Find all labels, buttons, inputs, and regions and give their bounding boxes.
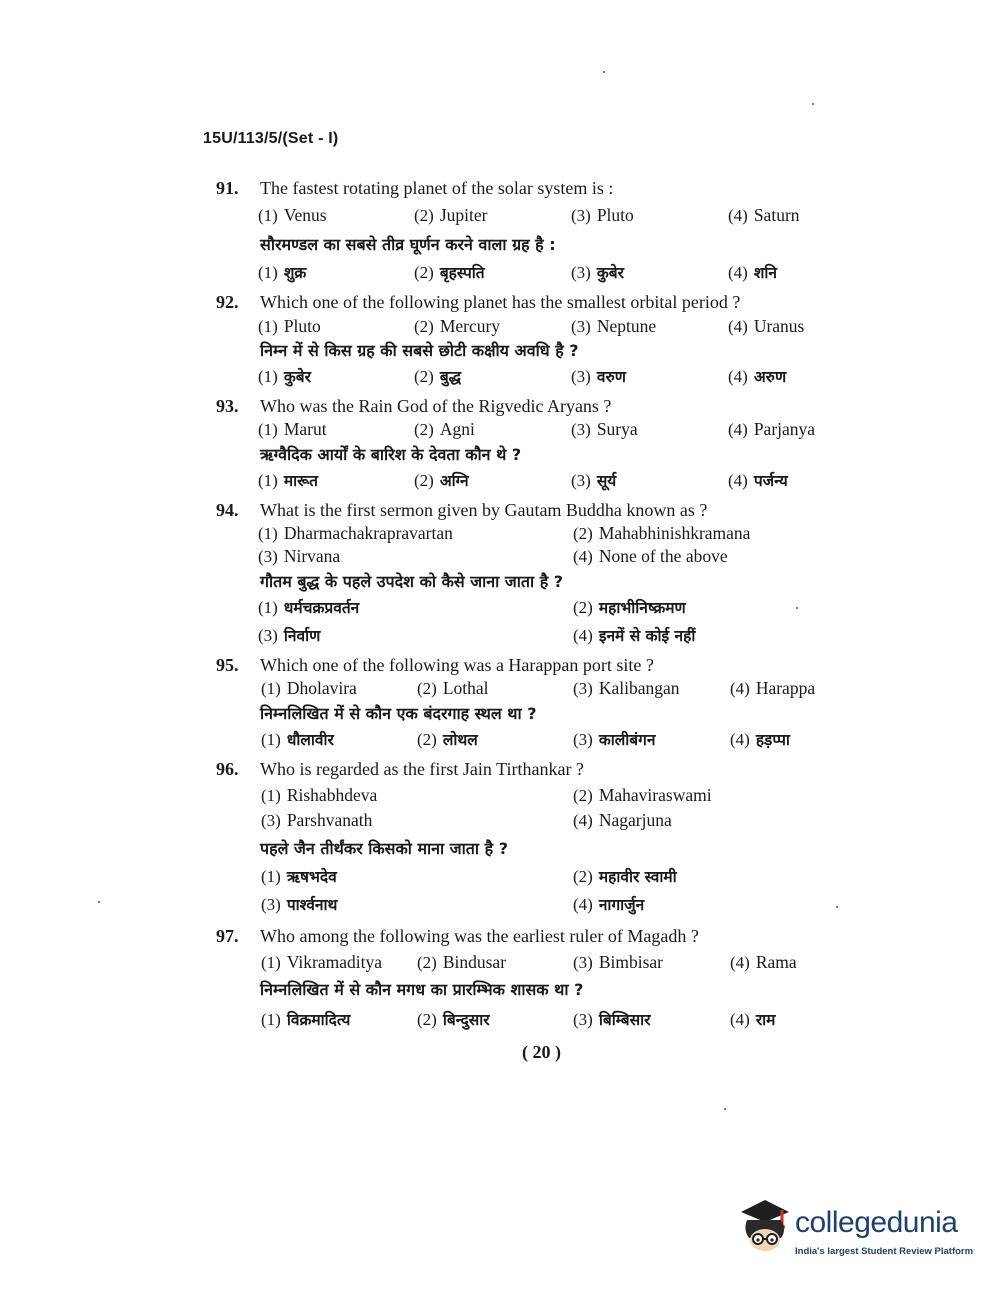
option-3: (3) Pluto [571, 205, 634, 225]
option-2: (2) Mahabhinishkramana [573, 523, 751, 543]
option-3-hi: (3) पार्श्वनाथ [261, 895, 338, 914]
question-text-en: Who among the following was the earliest ruler of Magadh ? [260, 926, 699, 946]
option-4: (4) Harappa [730, 678, 816, 698]
question-text-en: Which one of the following planet has the smallest orbital period ? [260, 292, 741, 312]
option-3-hi: (3) वरुण [571, 367, 626, 386]
mascot-icon [735, 1196, 793, 1258]
option-2-hi: (2) लोथल [417, 730, 478, 749]
option-2: (2) Agni [414, 419, 475, 439]
option-4: (4) Saturn [728, 205, 800, 225]
option-3: (3) Neptune [571, 316, 657, 336]
option-4-hi: (4) नागार्जुन [573, 895, 645, 914]
question-text-hi: पहले जैन तीर्थंकर किसको माना जाता है ? [260, 839, 508, 858]
question-91 [216, 178, 856, 282]
question-text-hi: गौतम बुद्ध के पहले उपदेश को कैसे जाना जाता है ? [260, 572, 564, 591]
scan-speck [98, 901, 100, 903]
question-92 [216, 292, 856, 392]
scan-speck [812, 103, 814, 105]
option-2: (2) Bindusar [417, 952, 507, 972]
option-2-hi: (2) बिन्दुसार [417, 1010, 490, 1029]
option-1: (1) Dharmachakrapravartan [258, 523, 453, 543]
option-1: (1) Venus [258, 205, 327, 225]
option-4-hi: (4) राम [730, 1010, 776, 1029]
question-text-hi: निम्न में से किस ग्रह की सबसे छोटी कक्षीय अवधि है ? [260, 341, 579, 360]
option-3: (3) Surya [571, 419, 638, 439]
scan-speck [724, 1108, 726, 1110]
option-1: (1) Rishabhdeva [261, 785, 378, 805]
question-number: 95. [216, 655, 239, 675]
question-number: 92. [216, 292, 239, 312]
option-3-hi: (3) निर्वाण [258, 626, 321, 645]
question-97 [216, 926, 856, 1031]
option-3-hi: (3) बिम्बिसार [573, 1010, 651, 1029]
option-4: (4) Rama [730, 952, 797, 972]
question-text-en: What is the first sermon given by Gautam Buddha known as ? [260, 500, 708, 520]
question-number: 96. [216, 759, 239, 779]
question-text-en: Which one of the following was a Harappan port site ? [260, 655, 654, 675]
option-2-hi: (2) बृहस्पति [414, 263, 485, 282]
question-95 [216, 655, 856, 755]
question-text-en: Who was the Rain God of the Rigvedic Aryans ? [260, 396, 612, 416]
option-3-hi: (3) कुबेर [571, 263, 624, 282]
question-number: 97. [216, 926, 239, 946]
option-1-hi: (1) मारूत [258, 471, 318, 490]
option-2: (2) Mahaviraswami [573, 785, 712, 805]
option-4: (4) Nagarjuna [573, 810, 672, 830]
question-number: 93. [216, 396, 239, 416]
question-text-hi: ऋग्वैदिक आर्यों के बारिश के देवता कौन थे ? [260, 445, 522, 464]
option-4-hi: (4) अरुण [728, 367, 787, 386]
option-4-hi: (4) शनि [728, 263, 777, 282]
option-3: (3) Bimbisar [573, 952, 663, 972]
option-4-hi: (4) हड़प्पा [730, 730, 790, 749]
question-94 [216, 500, 856, 650]
question-text-hi: सौरमण्डल का सबसे तीव्र घूर्णन करने वाला ग्रह है : [260, 235, 556, 254]
page-number: ( 20 ) [522, 1042, 561, 1062]
question-number: 94. [216, 500, 239, 520]
scan-speck [836, 906, 838, 908]
option-2-hi: (2) अग्नि [414, 471, 469, 490]
option-3: (3) Parshvanath [261, 810, 373, 830]
option-2-hi: (2) महावीर स्वामी [573, 867, 677, 886]
option-3-hi: (3) कालीबंगन [573, 730, 656, 749]
option-2: (2) Mercury [414, 316, 501, 336]
option-1-hi: (1) ऋषभदेव [261, 867, 337, 886]
brand-name: collegedunia [795, 1206, 958, 1239]
collegedunia-logo [735, 1196, 974, 1266]
question-text-en: The fastest rotating planet of the solar system is : [260, 178, 614, 198]
question-text-hi: निम्नलिखित में से कौन एक बंदरगाह स्थल था ? [260, 704, 537, 723]
option-1-hi: (1) कुबेर [258, 367, 311, 386]
option-4: (4) Parjanya [728, 419, 816, 439]
option-1: (1) Dholavira [261, 678, 357, 698]
option-2: (2) Lothal [417, 678, 489, 698]
option-4: (4) Uranus [728, 316, 805, 336]
scan-speck [796, 607, 798, 609]
option-3: (3) Kalibangan [573, 678, 680, 698]
question-text-en: Who is regarded as the first Jain Tirthankar ? [260, 759, 584, 779]
scan-speck [603, 71, 605, 73]
option-3: (3) Nirvana [258, 546, 341, 566]
option-1: (1) Marut [258, 419, 327, 439]
option-1-hi: (1) शुक्र [258, 263, 307, 282]
option-1-hi: (1) विक्रमादित्य [261, 1010, 351, 1029]
option-1-hi: (1) धर्मचक्रप्रवर्तन [258, 598, 360, 617]
question-96 [216, 759, 856, 919]
option-3-hi: (3) सूर्य [571, 471, 617, 490]
brand-tagline: India's largest Student Review Platform [795, 1246, 974, 1257]
option-1: (1) Pluto [258, 316, 321, 336]
question-93 [216, 396, 856, 496]
option-4: (4) None of the above [573, 546, 728, 566]
question-text-hi: निम्नलिखित में से कौन मगध का प्रारम्भिक शासक था ? [260, 980, 584, 999]
paper-code: 15U/113/5/(Set - I) [203, 130, 339, 147]
option-1: (1) Vikramaditya [261, 952, 382, 972]
option-1-hi: (1) धौलावीर [261, 730, 334, 749]
option-2-hi: (2) महाभीनिष्क्रमण [573, 598, 686, 617]
question-number: 91. [216, 178, 239, 198]
option-2-hi: (2) बुद्ध [414, 367, 462, 386]
option-4-hi: (4) इनमें से कोई नहीं [573, 626, 696, 645]
option-2: (2) Jupiter [414, 205, 488, 225]
option-4-hi: (4) पर्जन्य [728, 471, 788, 490]
